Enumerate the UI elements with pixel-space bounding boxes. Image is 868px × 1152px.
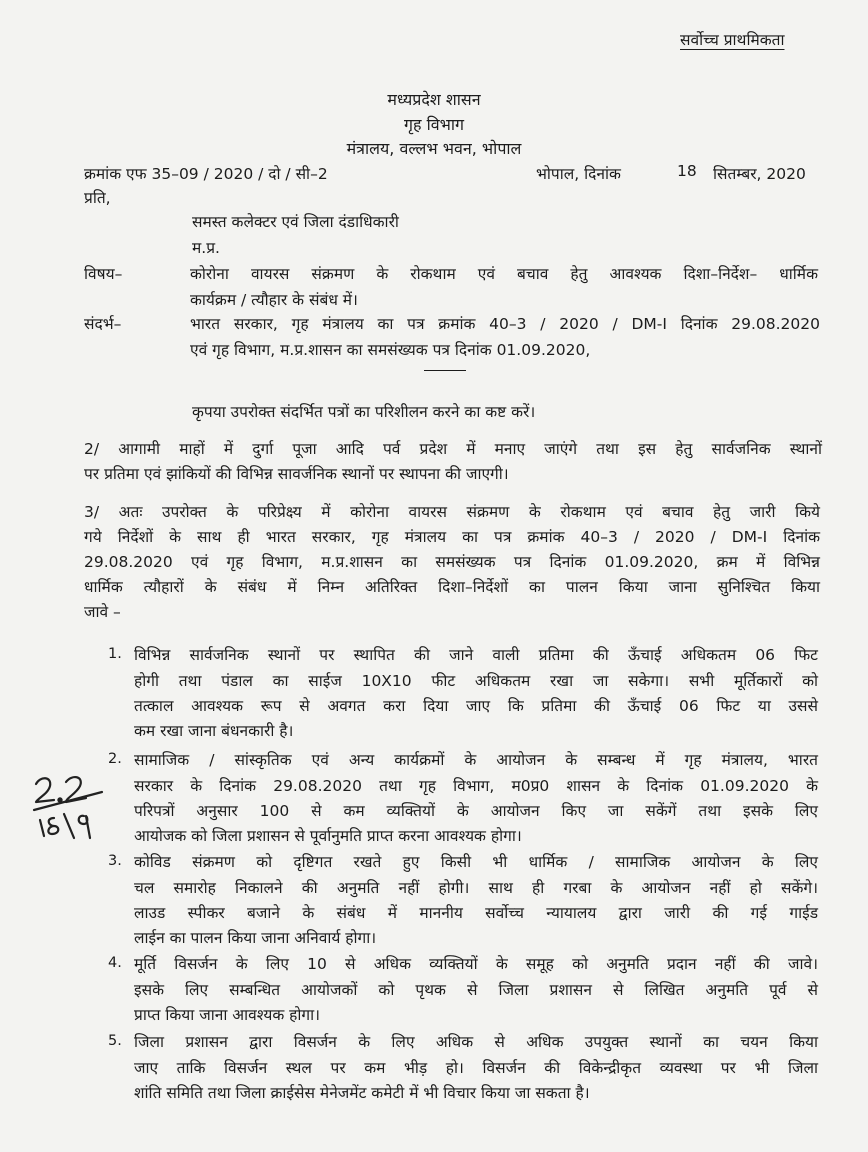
para-3-line-5: जावे – [84,603,121,621]
item-3-line-1: कोविड संक्रमण को दृष्टिगत रखते हुए किसी भी धार्मिक / सामाजिक आयोजन के लिए [134,853,818,871]
to-prefix: प्रति, [84,189,111,207]
reference-line-2: एवं गृह विभाग, म.प्र.शासन का समसंख्यक पत्र दिनांक 01.09.2020, [190,341,591,359]
ref-place-date-label: भोपाल, दिनांक [536,165,621,183]
item-5-line-3: शांति समिति तथा जिला क्राईसेस मेनेजमेंट कमेटी में भी विचार किया जा सकता है। [134,1084,590,1102]
item-1-line-1: विभिन्न सार्वजनिक स्थानों पर स्थापित की जाने वाली प्रतिमा की ऊँचाई अधिकतम 06 फिट [134,646,818,664]
subject-line-2: कार्यक्रम / त्यौहार के संबंध में। [190,291,358,309]
reference-line-1: भारत सरकार, गृह मंत्रालय का पत्र क्रमांक 40–3 / 2020 / DM-I दिनांक 29.08.2020 [190,315,820,333]
item-3-line-2: चल समारोह निकालने की अनुमति नहीं होगी। साथ ही गरबा के आयोजन नहीं हो सकेंगे। [134,879,818,897]
header-address: मंत्रालय, वल्लभ भवन, भोपाल [346,139,522,158]
item-2-line-3: परिपत्रों अनुसार 100 से कम व्यक्तियों के आयोजन किए जा सकेंगें तथा इसके लिए [134,802,818,820]
item-2-line-1: सामाजिक / सांस्कृतिक एवं अन्य कार्यक्रमों के आयोजन के सम्बन्ध में गृह मंत्रालय, भारत [134,751,818,769]
para-2-line-2: पर प्रतिमा एवं झांकियों की विभिन्न सावर्जनिक स्थानों पर स्थापना की जाएगी। [84,465,509,483]
ref-number: क्रमांक एफ 35–09 / 2020 / दो / सी–2 [84,165,328,183]
item-4-line-2: इसके लिए सम्बन्धित आयोजकों को पृथक से जिला प्रशासन से लिखित अनुमति पूर्व से [134,981,818,999]
subject-label: विषय– [84,265,123,283]
para-3-line-1: 3/ अतः उपरोक्त के परिप्रेक्ष्य में कोरोना वायरस संक्रमण के रोकथाम एवं बचाव हेतु जारी किये [84,503,820,521]
subject-line-1: कोरोना वायरस संक्रमण के रोकथाम एवं बचाव हेतु आवश्यक दिशा–निर्देश– धार्मिक [190,265,818,283]
item-2-line-4: आयोजक को जिला प्रशासन से पूर्वानुमति प्राप्त करना आवश्यक होगा। [134,827,522,845]
item-5-number: 5. [108,1033,122,1049]
header-government: मध्यप्रदेश शासन [387,90,481,109]
para-3-line-3: 29.08.2020 एवं गृह विभाग, म.प्र.शासन का समसंख्यक पत्र दिनांक 01.09.2020, क्रम में विभिन्न [84,553,820,571]
item-3-line-3: लाउड स्पीकर बजाने के संबंध में माननीय सर्वोच्च न्यायालय द्वारा जारी की गई गाईड [134,904,818,922]
item-4-number: 4. [108,955,122,971]
item-3-number: 3. [108,853,122,869]
header-department: गृह विभाग [403,115,465,134]
ref-day: 18 [677,162,697,180]
item-1-line-4: कम रखा जाना बंधनकारी है। [134,722,294,740]
item-5-line-1: जिला प्रशासन द्वारा विसर्जन के लिए अधिक से अधिक उपयुक्त स्थानों का चयन किया [134,1033,818,1051]
item-4-line-3: प्राप्त किया जाना आवश्यक होगा। [134,1006,321,1024]
item-3-line-4: लाईन का पालन किया जाना अनिवार्य होगा। [134,929,377,947]
ref-month-year: सितम्बर, 2020 [713,165,806,183]
to-state: म.प्र. [192,239,220,257]
separator-line [424,370,466,371]
para-2-line-1: 2/ आगामी माहों में दुर्गा पूजा आदि पर्व प्रदेश में मनाए जाएंगे तथा इस हेतु सार्वजनिक स्थानों [84,440,822,458]
item-1-line-3: तत्काल आवश्यक रूप से अवगत करा दिया जाए कि प्रतिमा की ऊँचाई 06 फिट या उससे [134,697,818,715]
item-2-line-2: सरकार के दिनांक 29.08.2020 तथा गृह विभाग, म0प्र0 शासन के दिनांक 01.09.2020 के [134,777,818,795]
reference-label: संदर्भ– [84,315,122,333]
item-5-line-2: जाए ताकि विसर्जन स्थल पर कम भीड़ हो। विसर्जन की विकेन्द्रीकृत व्यवस्था पर भी जिला [134,1059,818,1077]
to-addressee: समस्त कलेक्टर एवं जिला दंडाधिकारी [192,213,399,231]
item-1-line-2: होगी तथा पंडाल का साईज 10X10 फीट अधिकतम रखा जा सकेगा। सभी मूर्तिकारों को [134,672,818,690]
para-3-line-4: धार्मिक त्यौहारों के संबंध में निम्न अतिरिक्त दिशा–निर्देशों का पालन किया जाना सुनिश्चित किया [84,578,820,596]
para-3-line-2: गये निर्देशों के साथ ही भारत सरकार, गृह मंत्रालय का पत्र क्रमांक 40–3 / 2020 / DM-I दिनांक [84,528,820,546]
item-4-line-1: मूर्ति विसर्जन के लिए 10 से अधिक व्यक्तियों के समूह को अनुमति प्रदान नहीं की जावे। [134,955,818,973]
item-1-number: 1. [108,646,122,662]
priority-stamp: सर्वोच्च प्राथमिकता [680,31,785,49]
item-2-number: 2. [108,751,122,767]
para-1: कृपया उपरोक्त संदर्भित पत्रों का परिशीलन करने का कष्ट करें। [192,403,536,421]
handwritten-note-icon [30,770,110,860]
